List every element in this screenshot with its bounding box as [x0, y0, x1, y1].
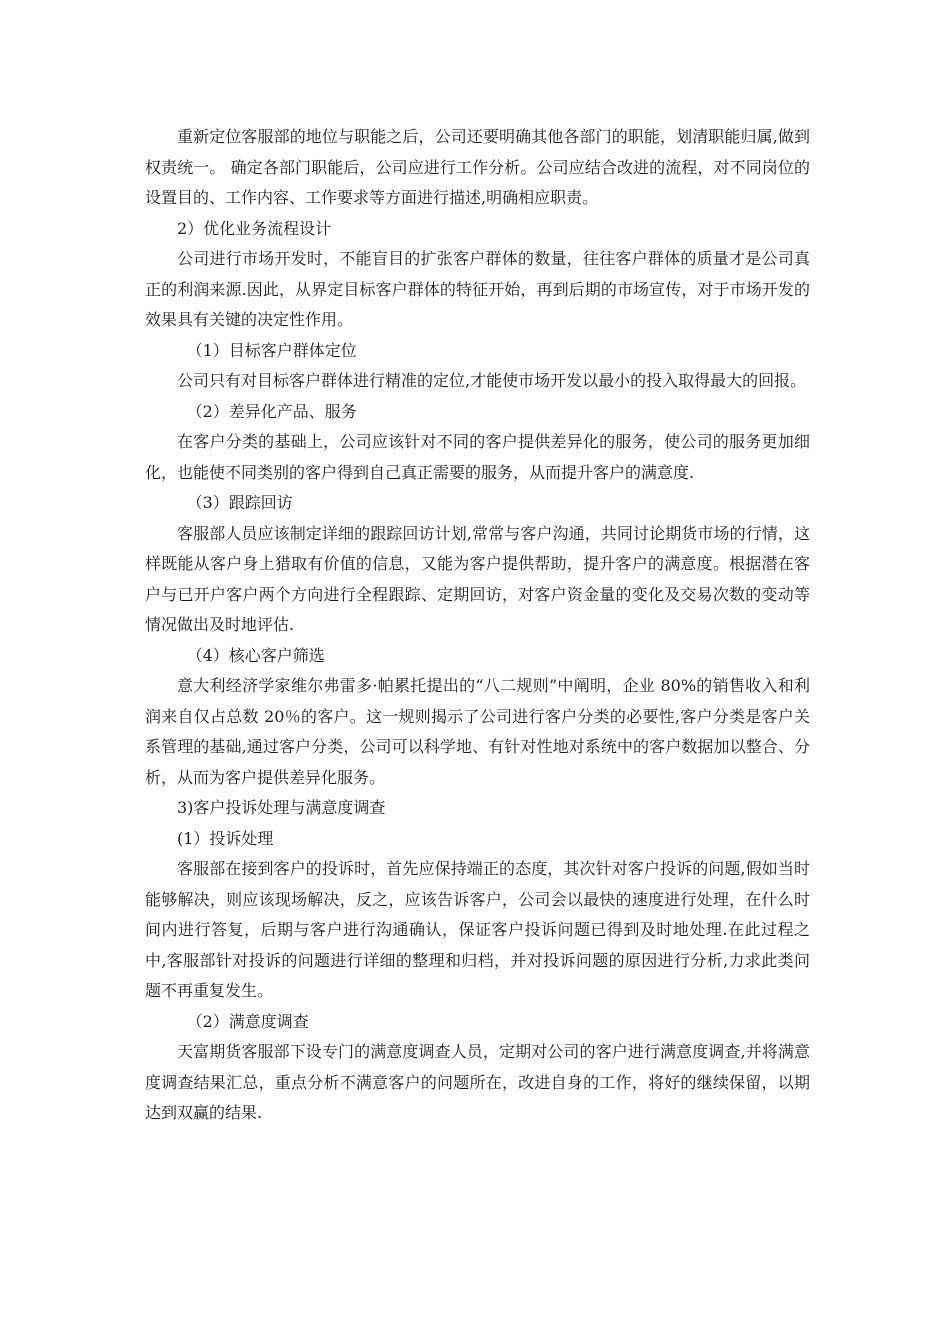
subsection-heading: （1）目标客户群体定位: [186, 340, 357, 360]
subsection-heading: （2）满意度调查: [186, 1011, 309, 1031]
section-heading: 2）优化业务流程设计: [177, 218, 332, 238]
subsection-heading: （3）跟踪回访: [186, 493, 293, 512]
paragraph: 公司进行市场开发时，不能盲目的扩张客户群体的数量，往往客户群体的质量才是公司真正的利润来源.因此，从界定目标客户群体的特征开始，再到后期的市场宣传，对于市场开发的效果具有关键的决定性作用。: [145, 249, 810, 329]
subsection-heading: （2）差异化产品、服务: [186, 401, 357, 421]
document-body: [145, 122, 810, 1129]
paragraph: 在客户分类的基础上，公司应该针对不同的客户提供差异化的服务，使公司的服务更加细化，也能使不同类别的客户得到自己真正需要的服务，从而提升客户的满意度.: [145, 432, 810, 482]
paragraph: 意大利经济学家维尔弗雷多·帕累托提出的“八二规则”中阐明，企业 80%的销售收入和利润来自仅占总数 20％的客户。这一规则揭示了公司进行客户分类的必要性,客户分类是客户关系管理的基础,通过客户分类，公司可以科学地、有针对性地对系统中的客户数据加以整合、分析，从而为客户提供差异化服务。: [145, 676, 810, 787]
paragraph: 客服部人员应该制定详细的跟踪回访计划,常常与客户沟通，共同讨论期货市场的行情，这样既能从客户身上猎取有价值的信息，又能为客户提供帮助，提升客户的满意度。根据潜在客户与已开户客户两个方向进行全程跟踪、定期回访，对客户资金量的变化及交易次数的变动等情况做出及时地评估.: [145, 523, 810, 634]
subsection-heading: (1）投诉处理: [177, 828, 274, 848]
paragraph: 重新定位客服部的地位与职能之后，公司还要明确其他各部门的职能，划清职能归属,做到权责统一。 确定各部门职能后，公司应进行工作分析。公司应结合改进的流程，对不同岗位的设置目的、工作内容、工作要求等方面进行描述,明确相应职责。: [145, 127, 810, 207]
paragraph: 天富期货客服部下设专门的满意度调查人员，定期对公司的客户进行满意度调查,并将满意度调查结果汇总，重点分析不满意客户的问题所在，改进自身的工作，将好的继续保留，以期达到双赢的结果.: [145, 1042, 810, 1122]
paragraph: 公司只有对目标客户群体进行精准的定位,才能使市场开发以最小的投入取得最大的回报。: [177, 371, 807, 390]
section-heading: 3)客户投诉处理与满意度调查: [177, 798, 386, 817]
subsection-heading: （4）核心客户筛选: [186, 645, 325, 665]
paragraph: 客服部在接到客户的投诉时，首先应保持端正的态度，其次针对客户投诉的问题,假如当时能够解决，则应该现场解决，反之，应该告诉客户，公司会以最快的速度进行处理，在什么时间内进行答复，后期与客户进行沟通确认，保证客户投诉问题已得到及时地处理.在此过程之中,客服部针对投诉的问题进行详细的整理和归档，并对投诉问题的原因进行分析,力求此类问题不再重复发生。: [145, 859, 810, 1000]
